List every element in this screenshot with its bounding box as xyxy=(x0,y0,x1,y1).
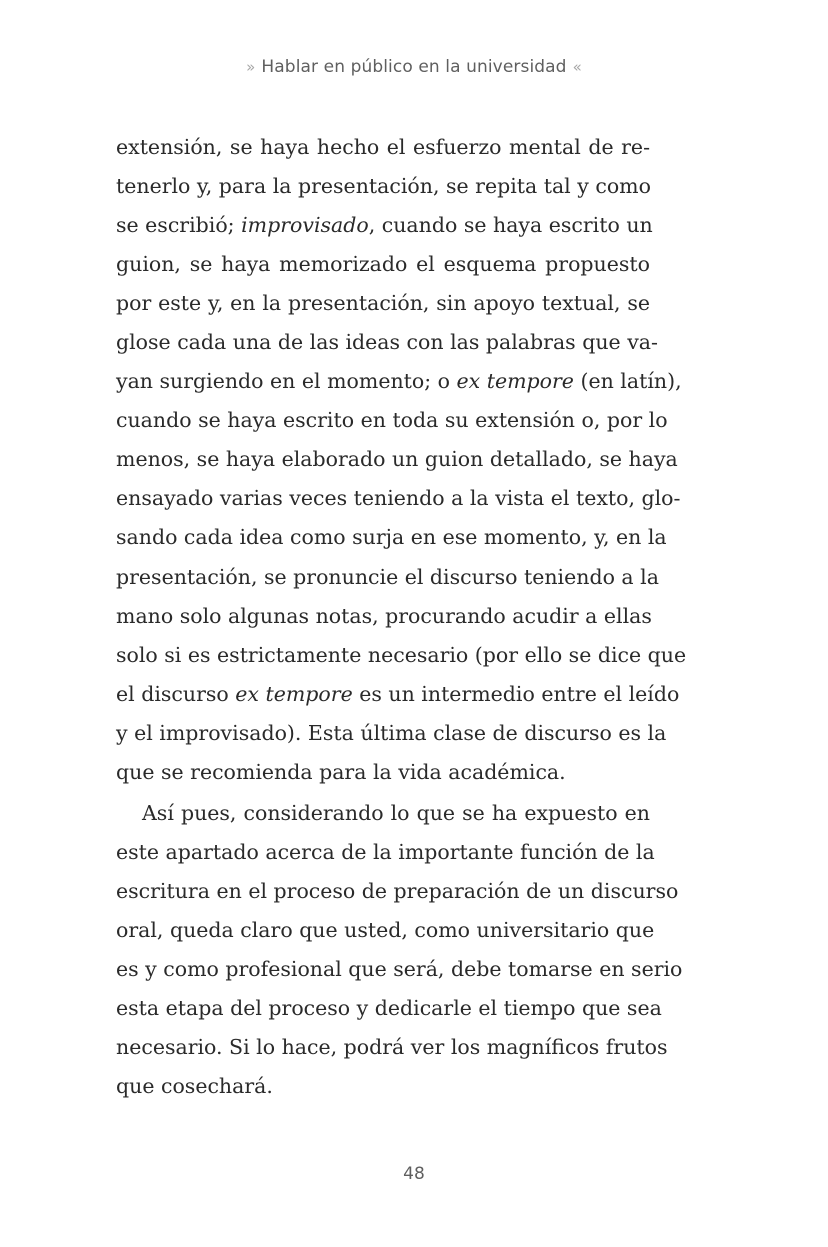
text-run: es un intermedio entre el leído xyxy=(352,681,680,706)
text-line: es y como profesional que será, debe tomarse en serio xyxy=(116,956,683,981)
paragraph-1 xyxy=(116,128,687,792)
text-line: ensayado varias veces teniendo a la vista el texto, glo- xyxy=(116,486,681,511)
text-line: Así pues, considerando lo que se ha expuesto en xyxy=(142,800,650,825)
text-line: extensión, se haya hecho el esfuerzo mental de re- xyxy=(116,135,650,159)
page-number: 48 xyxy=(403,1164,425,1184)
paragraph-2 xyxy=(116,794,683,1106)
italic-term: improvisado xyxy=(241,213,369,238)
text-line xyxy=(116,206,653,245)
text-line: guion, se haya memorizado el esquema propuesto xyxy=(116,252,650,277)
left-guillemet: » xyxy=(246,58,256,76)
text-line: tenerlo y, para la presentación, se repita tal y como xyxy=(116,174,651,199)
text-line: que se recomienda para la vida académica. xyxy=(116,759,566,784)
text-run: se escribió; xyxy=(116,213,242,238)
text-run: , cuando se haya escrito un xyxy=(368,213,653,238)
text-line: y el improvisado). Esta última clase de discurso es la xyxy=(116,720,667,745)
text-line: oral, queda claro que usted, como universitario que xyxy=(116,917,655,942)
text-line: menos, se haya elaborado un guion detallado, se haya xyxy=(116,447,678,472)
text-line xyxy=(116,362,682,401)
running-header xyxy=(0,57,828,77)
text-line: esta etapa del proceso y dedicarle el tiempo que sea xyxy=(116,996,662,1021)
text-run: el discurso xyxy=(116,681,236,706)
text-line: cuando se haya escrito en toda su extensión o, por lo xyxy=(116,408,668,433)
italic-term: ex tempore xyxy=(235,681,353,706)
running-header-title: Hablar en público en la universidad xyxy=(261,57,567,77)
text-run: (en latín), xyxy=(573,369,682,394)
text-line: sando cada idea como surja en ese momento, y, en la xyxy=(116,525,667,550)
right-guillemet: « xyxy=(572,58,582,76)
text-line: presentación, se pronuncie el discurso teniendo a la xyxy=(116,564,659,589)
text-line xyxy=(116,675,680,714)
italic-term: ex tempore xyxy=(456,369,574,394)
text-line: solo si es estrictamente necesario (por ello se dice que xyxy=(116,642,687,667)
text-line: mano solo algunas notas, procurando acudir a ellas xyxy=(116,603,652,628)
text-line: este apartado acerca de la importante función de la xyxy=(116,839,655,864)
text-line: glose cada una de las ideas con las palabras que va- xyxy=(116,330,658,355)
text-line: por este y, en la presentación, sin apoyo textual, se xyxy=(116,291,650,316)
text-line: escritura en el proceso de preparación de un discurso xyxy=(116,878,679,903)
text-run: yan surgiendo en el momento; o xyxy=(116,369,457,394)
body-text xyxy=(116,128,687,1106)
text-line: que cosechará. xyxy=(116,1074,273,1099)
text-line: necesario. Si lo hace, podrá ver los magníficos frutos xyxy=(116,1035,668,1060)
